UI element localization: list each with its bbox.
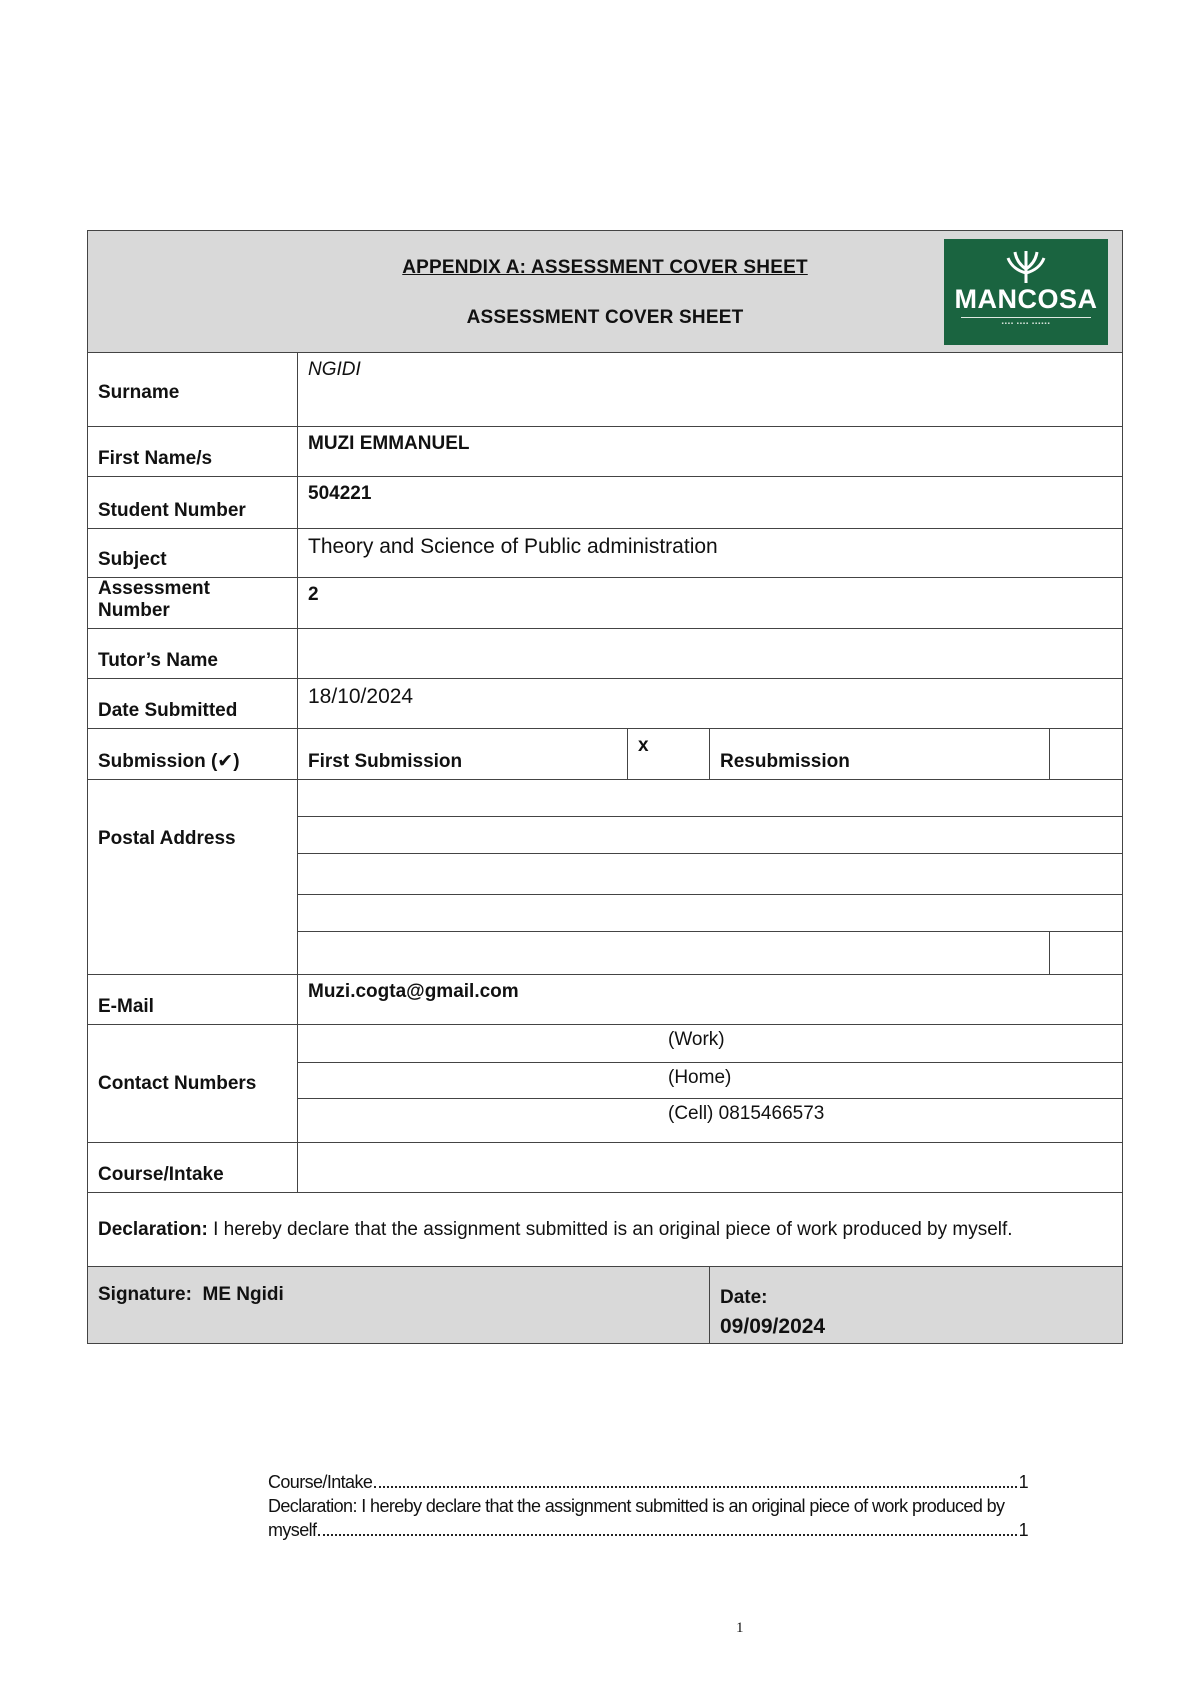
postal-address-line-1[interactable] xyxy=(298,780,1123,817)
postal-address-line-5[interactable] xyxy=(298,932,1050,975)
submission-label: Submission (✔) xyxy=(88,729,298,780)
declaration-label: Declaration: xyxy=(98,1218,208,1240)
signature-value[interactable]: ME Ngidi xyxy=(202,1284,284,1305)
resubmission-checkbox[interactable] xyxy=(1050,729,1123,780)
toc-leader xyxy=(318,1534,1016,1536)
subject-label: Subject xyxy=(88,529,298,578)
signature-label: Signature: xyxy=(98,1284,192,1305)
email-label: E-Mail xyxy=(88,975,298,1025)
page-title: APPENDIX A: ASSESSMENT COVER SHEET xyxy=(402,257,808,278)
toc-entry-page: 1 xyxy=(1018,1472,1028,1492)
course-intake-value[interactable] xyxy=(298,1143,1123,1193)
contact-numbers-label: Contact Numbers xyxy=(88,1025,298,1143)
logo-rule xyxy=(961,317,1091,318)
signature-date-label: Date: xyxy=(720,1287,768,1308)
first-submission-label: First Submission xyxy=(298,729,628,780)
date-submitted-label: Date Submitted xyxy=(88,679,298,729)
contact-cell[interactable]: (Cell) 0815466573 xyxy=(298,1099,1123,1143)
contact-home[interactable]: (Home) xyxy=(298,1063,1123,1099)
surname-value[interactable]: NGIDI xyxy=(298,353,1123,427)
signature-cell xyxy=(88,1267,710,1344)
declaration-text: I hereby declare that the assignment submitted is an original piece of work produced by myself. xyxy=(213,1218,1013,1240)
first-names-label: First Name/s xyxy=(88,427,298,477)
contact-work[interactable]: (Work) xyxy=(298,1025,1123,1063)
tree-logo-icon xyxy=(1004,249,1048,285)
signature-date-value[interactable]: 09/09/2024 xyxy=(720,1315,826,1338)
assessment-number-label: Assessment Number xyxy=(88,578,298,629)
resubmission-label: Resubmission xyxy=(710,729,1050,780)
surname-label: Surname xyxy=(88,353,298,427)
first-submission-checkbox[interactable]: x xyxy=(628,729,710,780)
course-intake-label: Course/Intake xyxy=(88,1143,298,1193)
toc-entry[interactable] xyxy=(268,1518,1028,1542)
date-submitted-value[interactable]: 18/10/2024 xyxy=(298,679,1123,729)
date-cell xyxy=(710,1267,1123,1344)
mancosa-logo xyxy=(944,239,1108,345)
postal-address-line-4[interactable] xyxy=(298,895,1123,932)
tutor-name-label: Tutor’s Name xyxy=(88,629,298,679)
postal-address-line-2[interactable] xyxy=(298,817,1123,854)
student-number-value[interactable]: 504221 xyxy=(298,477,1123,529)
tutor-name-value[interactable] xyxy=(298,629,1123,679)
toc-entry-text: myself xyxy=(268,1520,317,1540)
assessment-number-value[interactable]: 2 xyxy=(298,578,1123,629)
cover-sheet-table xyxy=(87,230,1123,1344)
postal-code-field[interactable] xyxy=(1050,932,1123,975)
declaration-cell xyxy=(88,1193,1123,1267)
header-cell xyxy=(88,231,1123,353)
email-value[interactable]: Muzi.cogta@gmail.com xyxy=(298,975,1123,1025)
toc-entry[interactable] xyxy=(268,1470,1028,1494)
logo-tagline-mark: ▪▪▪▪ ▪▪▪▪ ▪▪▪▪▪▪ xyxy=(1001,321,1051,327)
toc-leader xyxy=(374,1486,1016,1488)
toc-entry-wrap-line: Declaration: I hereby declare that the assignment submitted is an original piece of work produced by xyxy=(268,1496,1005,1516)
postal-address-label: Postal Address xyxy=(88,780,298,975)
page-subtitle: ASSESSMENT COVER SHEET xyxy=(466,307,744,328)
page-number: 1 xyxy=(736,1620,744,1636)
postal-address-line-3[interactable] xyxy=(298,854,1123,895)
toc-entry-text: Course/Intake xyxy=(268,1472,373,1492)
student-number-label: Student Number xyxy=(88,477,298,529)
logo-wordmark: MANCOSA xyxy=(954,284,1098,314)
subject-value[interactable]: Theory and Science of Public administration xyxy=(298,529,1123,578)
table-of-contents xyxy=(268,1470,1028,1542)
first-names-value[interactable]: MUZI EMMANUEL xyxy=(298,427,1123,477)
toc-entry-page: 1 xyxy=(1018,1520,1028,1540)
